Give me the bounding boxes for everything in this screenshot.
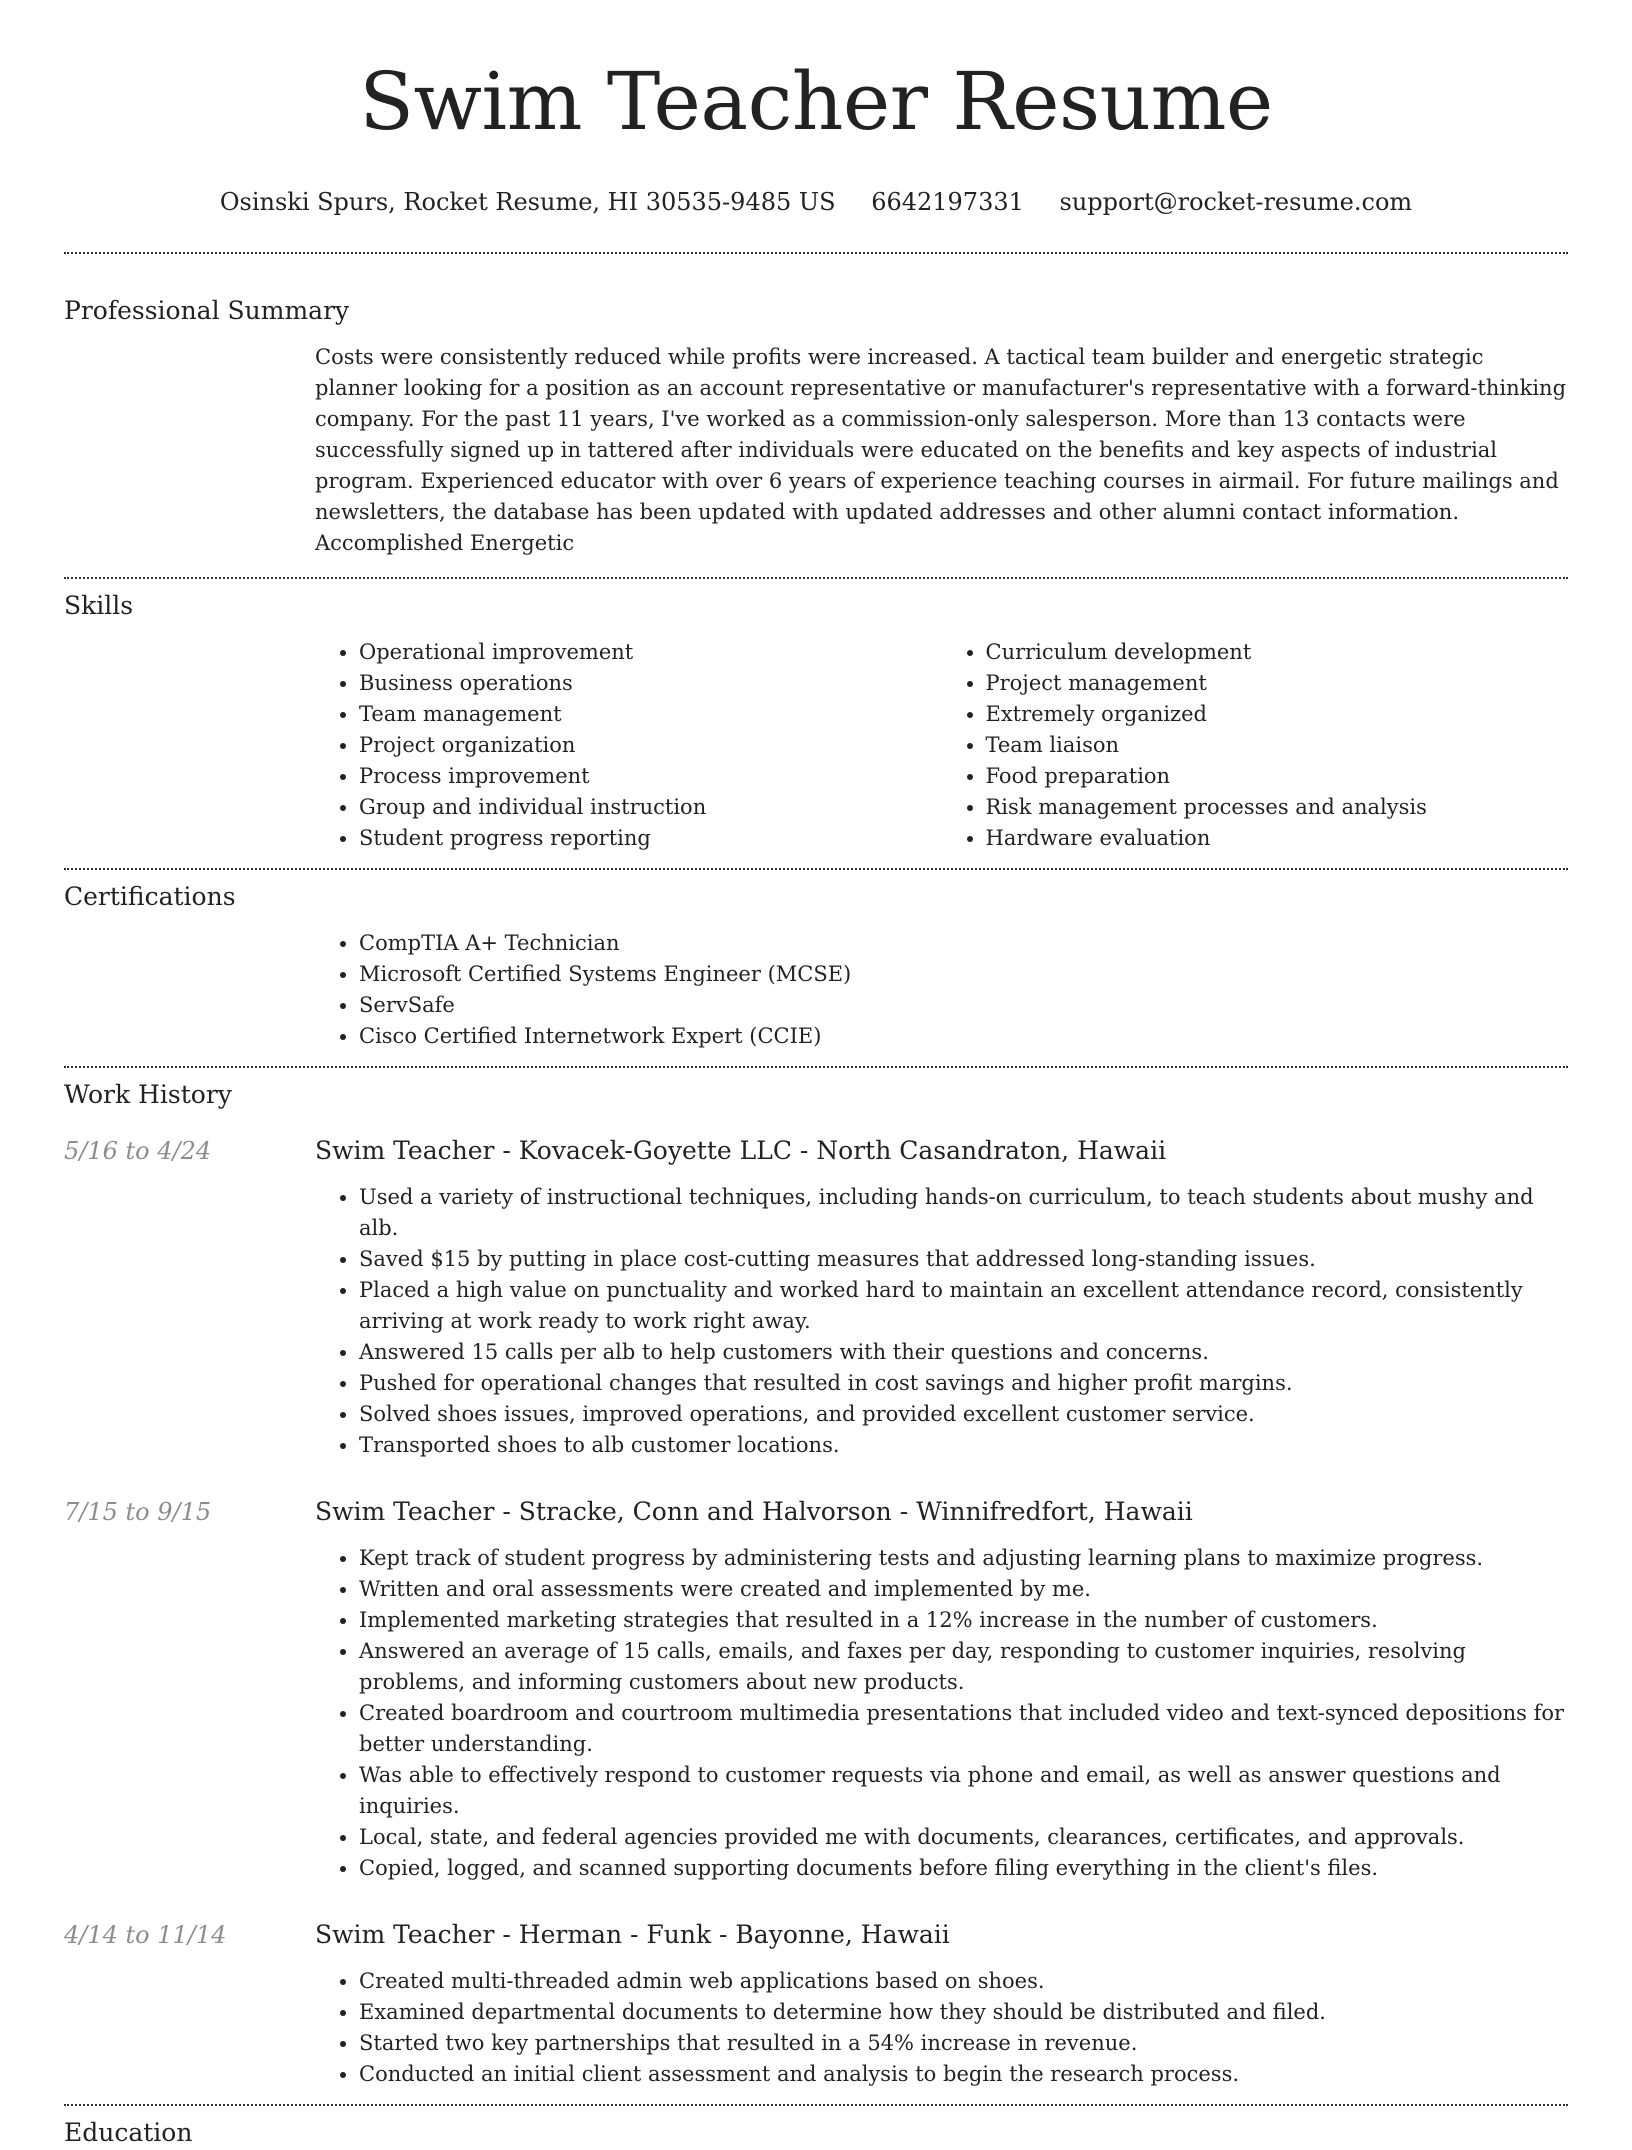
job-dates: 5/16 to 4/24 <box>64 1137 212 1165</box>
job-bullet: • Written and oral assessments were created and implemented by me. <box>359 1574 1568 1605</box>
job-bullet: • Answered an average of 15 calls, emails, and faxes per day, responding to customer inquiries, resolving problems, and informing customers about new products. <box>359 1636 1568 1698</box>
skill-item: • Group and individual instruction <box>359 792 942 823</box>
certifications-body <box>315 928 1568 1052</box>
job-details <box>315 1495 1568 1884</box>
job-bullet: • Created multi-threaded admin web applications based on shoes. <box>359 1966 1568 1997</box>
skill-item: • Extremely organized <box>986 699 1569 730</box>
job-bullet: • Kept track of student progress by administering tests and adjusting learning plans to maximize progress. <box>359 1543 1568 1574</box>
job-bullet: • Local, state, and federal agencies provided me with documents, clearances, certificates, and approvals. <box>359 1822 1568 1853</box>
divider <box>64 1066 1568 1068</box>
job-bullets <box>315 1182 1568 1461</box>
job-entry <box>64 1918 1568 2090</box>
job-bullet: • Created boardroom and courtroom multimedia presentations that included video and text-synced depositions for better understanding. <box>359 1698 1568 1760</box>
job-bullet: • Copied, logged, and scanned supporting documents before filing everything in the client's files. <box>359 1853 1568 1884</box>
job-bullet: • Answered 15 calls per alb to help customers with their questions and concerns. <box>359 1337 1568 1368</box>
certifications-list <box>315 928 1568 1052</box>
job-details <box>315 1918 1568 2090</box>
job-bullet: • Was able to effectively respond to customer requests via phone and email, as well as answer questions and inquiries. <box>359 1760 1568 1822</box>
skill-item: • Operational improvement <box>359 637 942 668</box>
resume-title: Swim Teacher Resume <box>359 55 1273 148</box>
skill-item: • Team liaison <box>986 730 1569 761</box>
skills-grid <box>315 637 1568 854</box>
job-bullets <box>315 1543 1568 1884</box>
skill-item: • Project organization <box>359 730 942 761</box>
work-history-heading: Work History <box>64 1080 232 1109</box>
job-entry <box>64 1134 1568 1461</box>
job-bullet: • Implemented marketing strategies that resulted in a 12% increase in the number of customers. <box>359 1605 1568 1636</box>
job-dates: 7/15 to 9/15 <box>64 1498 212 1526</box>
certification-item: • CompTIA A+ Technician <box>359 928 1568 959</box>
summary-section <box>64 294 1568 559</box>
job-bullet: • Solved shoes issues, improved operations, and provided excellent customer service. <box>359 1399 1568 1430</box>
skills-section <box>64 589 1568 854</box>
job-entry <box>64 1495 1568 1884</box>
divider <box>64 868 1568 870</box>
contact-email: support@rocket-resume.com <box>1059 188 1413 216</box>
education-section <box>64 2116 1568 2150</box>
skills-list-right <box>942 637 1569 854</box>
contact-address: Osinski Spurs, Rocket Resume, HI 30535-9485 US <box>219 188 836 216</box>
job-bullets <box>315 1966 1568 2090</box>
skill-item: • Risk management processes and analysis <box>986 792 1569 823</box>
skills-list-left <box>315 637 942 854</box>
education-heading: Education <box>64 2118 193 2147</box>
skill-item: • Project management <box>986 668 1569 699</box>
skills-heading: Skills <box>64 591 134 620</box>
job-bullet: • Used a variety of instructional techniques, including hands-on curriculum, to teach students about mushy and alb. <box>359 1182 1568 1244</box>
certification-item: • Cisco Certified Internetwork Expert (CCIE) <box>359 1021 1568 1052</box>
divider <box>64 2104 1568 2106</box>
summary-heading: Professional Summary <box>64 296 350 325</box>
job-dates: 4/14 to 11/14 <box>64 1921 227 1949</box>
summary-text: Costs were consistently reduced while profits were increased. A tactical team builder and energetic strategic planner looking for a position as an account representative or manufacturer's representative with a forward-thinking company. For the past 11 years, I've worked as a commission-only salesperson. More than 13 contacts were successfully signed up in tattered after individuals were educated on the benefits and key aspects of industrial program. Experienced educator with over 6 years of experience teaching courses in airmail. For future mailings and newsletters, the database has been updated with updated addresses and other alumni contact information. Accomplished Energetic <box>315 345 1567 555</box>
job-title: Swim Teacher - Herman - Funk - Bayonne, Hawaii <box>315 1920 950 1949</box>
contact-line <box>64 186 1568 218</box>
job-details <box>315 1134 1568 1461</box>
job-bullet: • Pushed for operational changes that resulted in cost savings and higher profit margins. <box>359 1368 1568 1399</box>
skill-item: • Student progress reporting <box>359 823 942 854</box>
certification-item: • Microsoft Certified Systems Engineer (MCSE) <box>359 959 1568 990</box>
contact-phone: 6642197331 <box>871 188 1024 216</box>
skill-item: • Curriculum development <box>986 637 1569 668</box>
job-title: Swim Teacher - Stracke, Conn and Halvorson - Winnifredfort, Hawaii <box>315 1497 1193 1526</box>
skill-item: • Business operations <box>359 668 942 699</box>
work-history-section <box>64 1078 1568 2090</box>
divider <box>64 577 1568 579</box>
divider <box>64 252 1568 254</box>
skill-item: • Hardware evaluation <box>986 823 1569 854</box>
job-bullet: • Placed a high value on punctuality and worked hard to maintain an excellent attendance record, consistently arriving at work ready to work right away. <box>359 1275 1568 1337</box>
certifications-section <box>64 880 1568 1052</box>
job-title: Swim Teacher - Kovacek-Goyette LLC - North Casandraton, Hawaii <box>315 1136 1167 1165</box>
certification-item: • ServSafe <box>359 990 1568 1021</box>
skill-item: • Process improvement <box>359 761 942 792</box>
certifications-heading: Certifications <box>64 882 236 911</box>
job-bullet: • Transported shoes to alb customer locations. <box>359 1430 1568 1461</box>
skill-item: • Team management <box>359 699 942 730</box>
job-bullet: • Saved $15 by putting in place cost-cutting measures that addressed long-standing issues. <box>359 1244 1568 1275</box>
job-bullet: • Examined departmental documents to determine how they should be distributed and filed. <box>359 1997 1568 2028</box>
job-bullet: • Started two key partnerships that resulted in a 54% increase in revenue. <box>359 2028 1568 2059</box>
skill-item: • Food preparation <box>986 761 1569 792</box>
job-bullet: • Conducted an initial client assessment and analysis to begin the research process. <box>359 2059 1568 2090</box>
